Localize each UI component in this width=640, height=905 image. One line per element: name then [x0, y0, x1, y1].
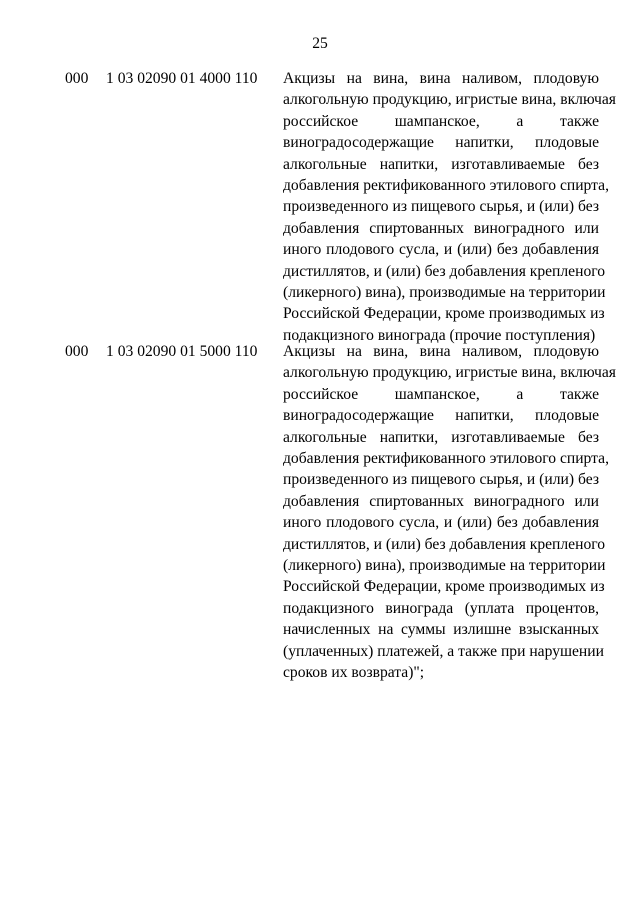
description-line: (ликерного) вина), производимые на территории: [283, 557, 606, 575]
description-line: Российской Федерации, кроме производимых из: [283, 578, 605, 596]
description-line: добавления ректификованного этилового спирта,: [283, 177, 609, 195]
description-line: российское шампанское, а также: [283, 385, 599, 403]
description-line: виноградосодержащие напитки, плодовые: [283, 407, 599, 425]
description-line: виноградосодержащие напитки, плодовые: [283, 134, 599, 152]
description-line: добавления спиртованных виноградного или: [283, 492, 599, 510]
description-line: произведенного из пищевого сырья, и (или) без: [283, 198, 599, 216]
description-line: алкогольную продукцию, игристые вина, включая: [283, 364, 616, 382]
description-line: иного плодового сусла, и (или) без добавления: [283, 514, 599, 532]
admin-code: 000: [65, 70, 89, 87]
description-line: добавления спиртованных виноградного или: [283, 219, 599, 237]
description-line: произведенного из пищевого сырья, и (или) без: [283, 471, 599, 489]
admin-code: 000: [65, 343, 89, 360]
entry-description: [283, 68, 616, 346]
description-line: (ликерного) вина), производимые на территории: [283, 284, 606, 302]
entry-description: [283, 341, 616, 684]
description-line: подакцизного винограда (прочие поступления): [283, 326, 596, 344]
description-line: добавления ректификованного этилового спирта,: [283, 450, 609, 468]
description-line: дистиллятов, и (или) без добавления крепленого: [283, 262, 606, 280]
description-line: Российской Федерации, кроме производимых из: [283, 305, 605, 323]
description-line: Акцизы на вина, вина наливом, плодовую: [283, 343, 599, 360]
description-line: российское шампанское, а также: [283, 112, 599, 130]
page-number: 25: [312, 35, 328, 52]
description-line: иного плодового сусла, и (или) без добавления: [283, 241, 599, 259]
description-line: сроков их возврата)";: [283, 664, 425, 682]
kbk-code: 1 03 02090 01 5000 110: [106, 343, 258, 360]
description-line: (уплаченных) платежей, а также при нарушении: [283, 642, 604, 660]
description-line: дистиллятов, и (или) без добавления крепленого: [283, 535, 606, 553]
description-line: начисленных на суммы излишне взысканных: [283, 621, 599, 639]
description-line: алкогольную продукцию, игристые вина, включая: [283, 91, 616, 109]
description-line: алкогольные напитки, изготавливаемые без: [283, 428, 599, 446]
kbk-code: 1 03 02090 01 4000 110: [106, 70, 258, 87]
description-line: алкогольные напитки, изготавливаемые без: [283, 155, 599, 173]
description-line: подакцизного винограда (уплата процентов,: [283, 599, 599, 617]
description-line: Акцизы на вина, вина наливом, плодовую: [283, 70, 599, 87]
